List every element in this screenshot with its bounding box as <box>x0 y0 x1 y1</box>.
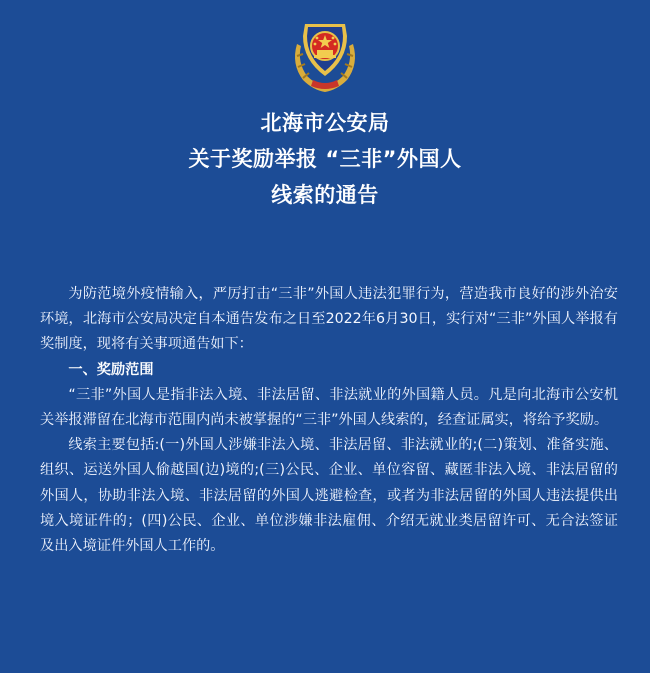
notice-title-line-3: 线索的通告 <box>271 183 379 207</box>
intro-paragraph: 为防范境外疫情输入，严厉打击“三非”外国人违法犯罪行为，营造我市良好的涉外治安环境，北海市公安局决定自本通告发布之日至2022年6月30日，实行对“三非”外国人举报有奖制度，现将有关事项通告如下： <box>40 286 618 353</box>
notice-title-line-1: 北海市公安局 <box>260 111 390 135</box>
police-emblem-icon <box>283 14 367 98</box>
section-1-heading: 一、奖励范围 <box>68 361 154 378</box>
notice-body <box>40 282 618 559</box>
notice-title-line-2: 关于奖励举报 “三非”外国人 <box>188 147 462 171</box>
section-1-paragraph-1: “三非”外国人是指非法入境、非法居留、非法就业的外国籍人员。凡是向北海市公安机关举报滞留在北海市范围内尚未被掌握的“三非”外国人线索的，经查证属实，将给予奖励。 <box>40 386 618 429</box>
section-1-paragraph-2: 线索主要包括:(一)外国人涉嫌非法入境、非法居留、非法就业的;(二)策划、准备实施、组织、运送外国人偷越国(边)境的;(三)公民、企业、单位容留、藏匿非法入境、非法居留的外国人，协助非法入境、非法居留的外国人逃避检查，或者为非法居留的外国人违法提供出境入境证件的；(四)公民、企业、单位涉嫌非法雇佣、介绍无就业类居留许可、无合法签证及出入境证件外国人工作的。 <box>40 437 618 555</box>
